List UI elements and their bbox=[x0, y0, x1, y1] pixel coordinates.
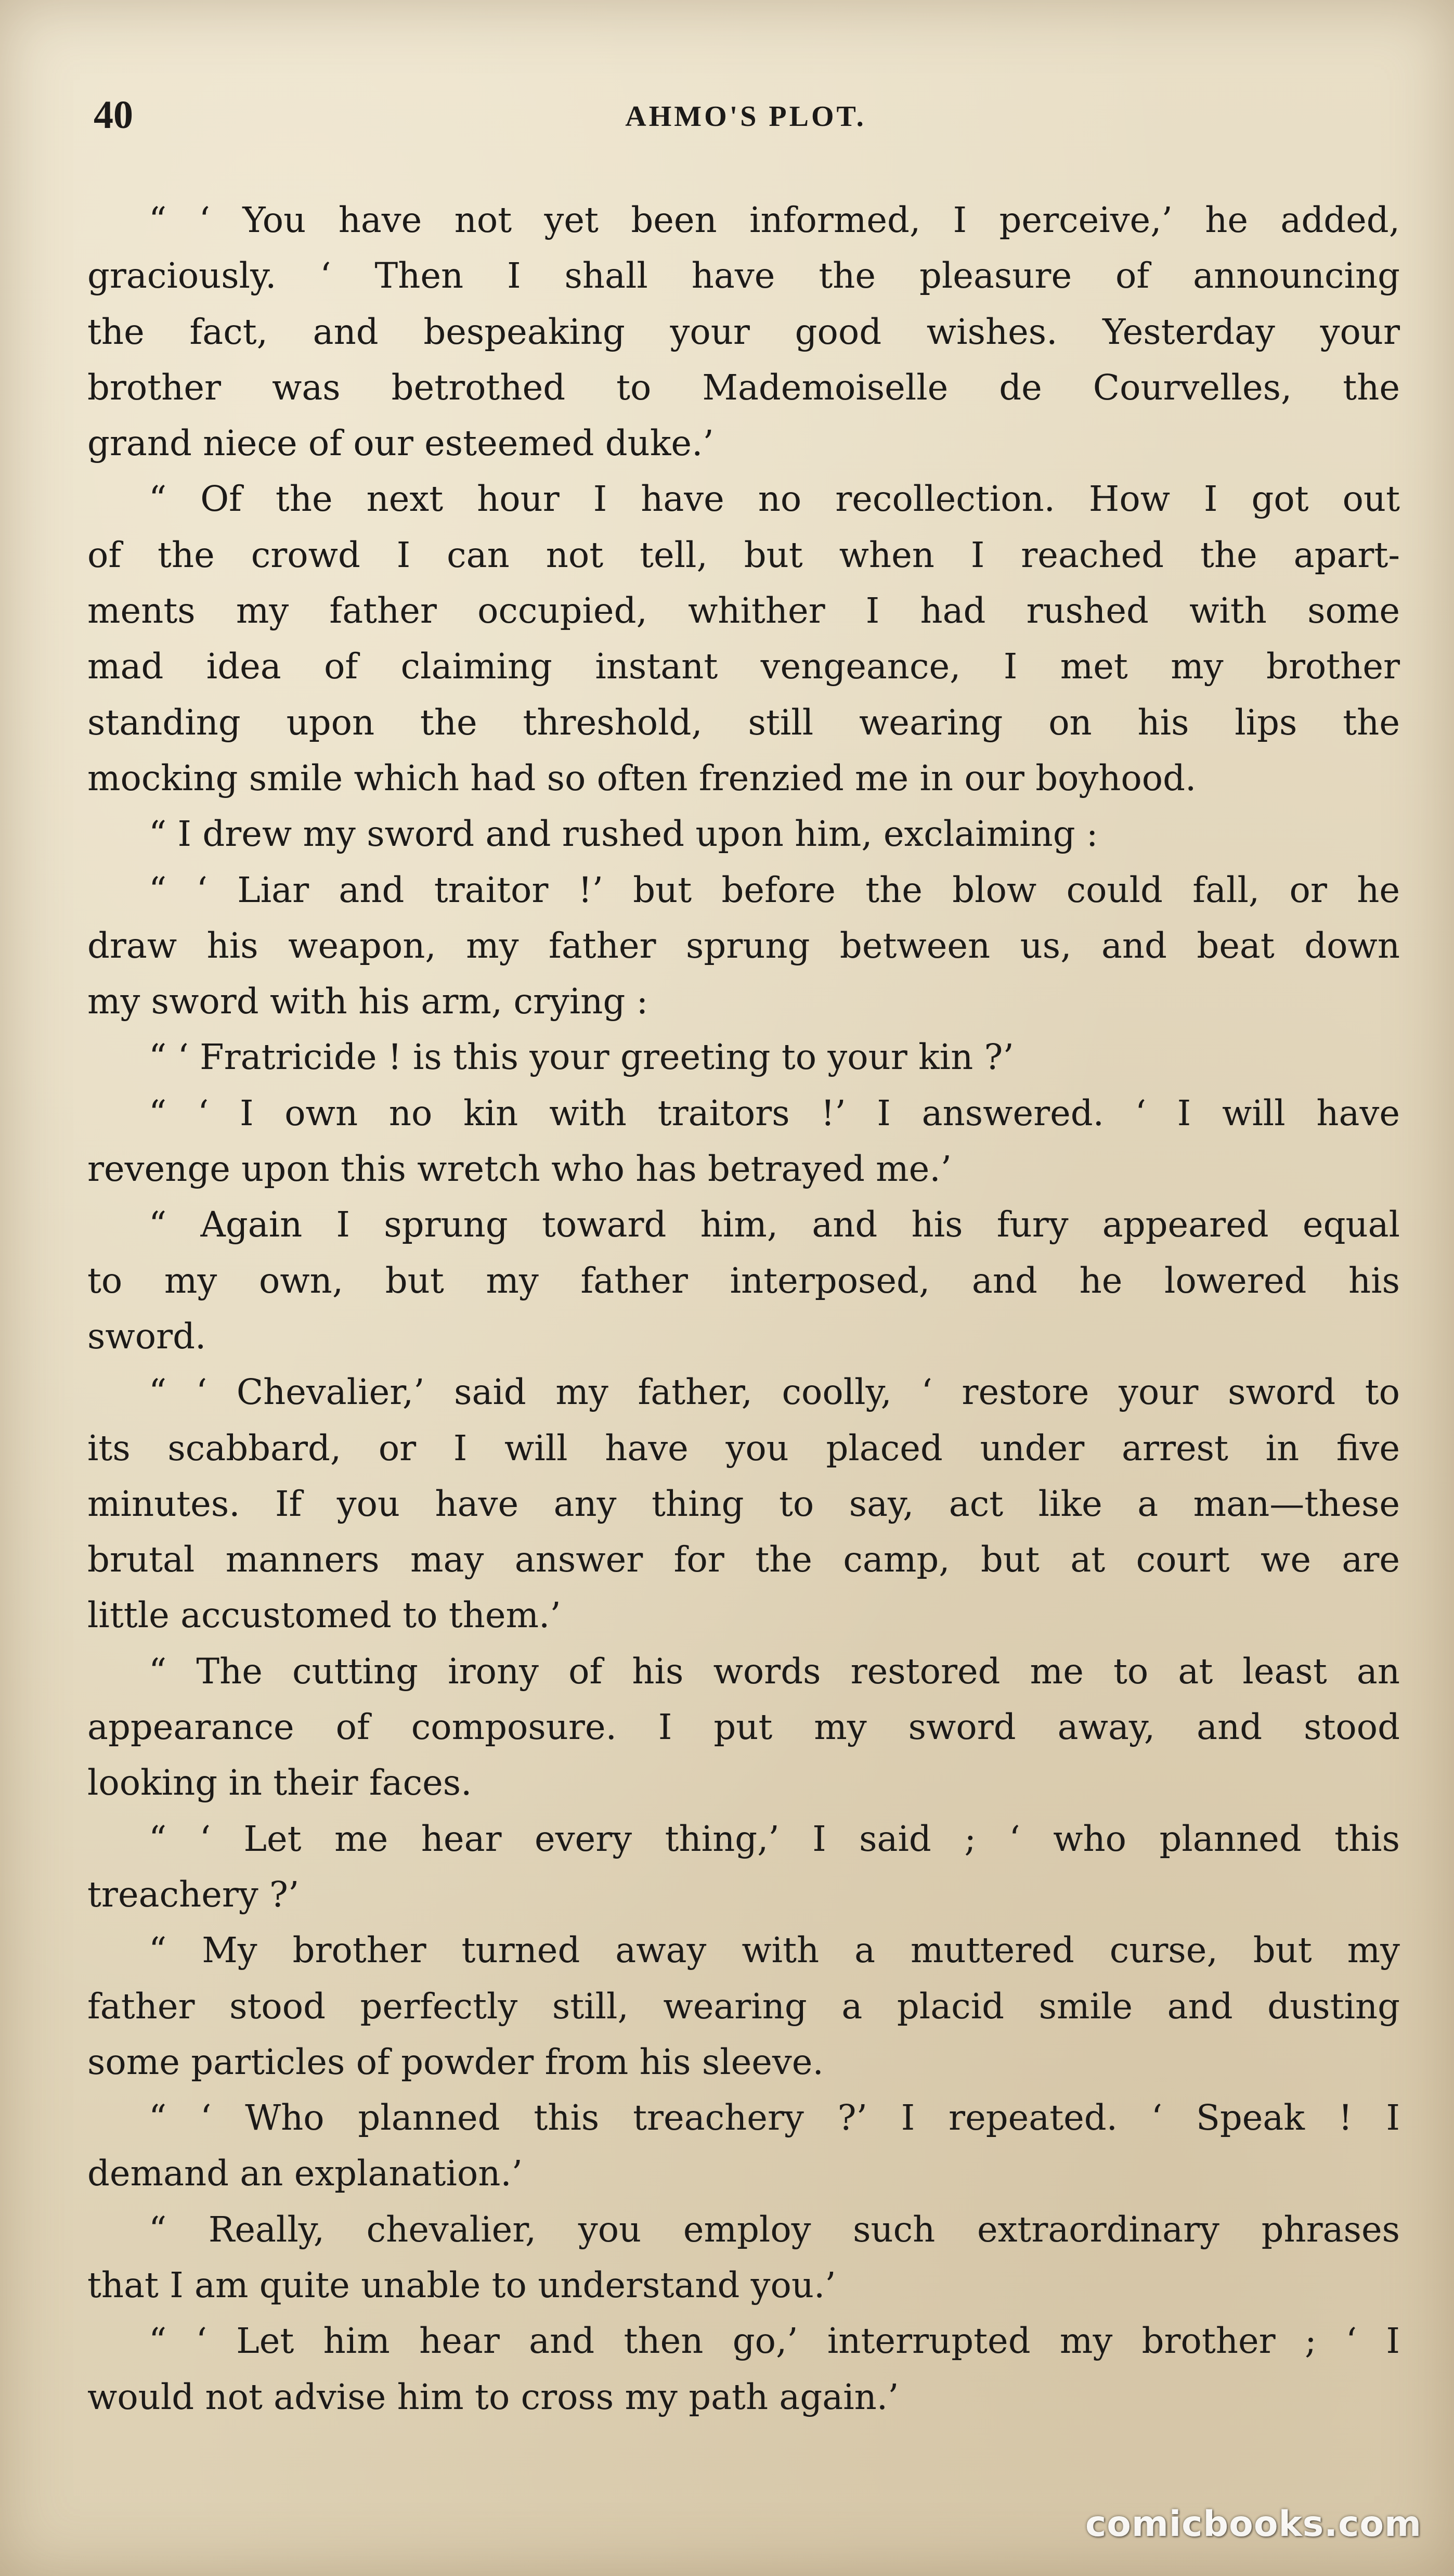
text-line: “ ‘ I own no kin with traitors !’ I answered. ‘ I will have bbox=[149, 1092, 1400, 1134]
text-line: would not advise him to cross my path again.’ bbox=[87, 2376, 899, 2417]
text-line: “ The cutting irony of his words restored me to at least an bbox=[149, 1651, 1400, 1692]
text-line: the fact, and bespeaking your good wishes. Yesterday your bbox=[87, 311, 1400, 352]
running-title: AHMO'S PLOT. bbox=[625, 100, 866, 133]
text-line: demand an explanation.’ bbox=[87, 2153, 523, 2194]
text-line: ments my father occupied, whither I had rushed with some bbox=[87, 590, 1400, 632]
text-line: looking in their faces. bbox=[87, 1762, 472, 1804]
text-line: minutes. If you have any thing to say, act like a man—these bbox=[87, 1483, 1400, 1524]
text-line: draw his weapon, my father sprung between us, and beat down bbox=[87, 925, 1400, 966]
text-line: “ ‘ Liar and traitor !’ but before the blow could fall, or he bbox=[149, 869, 1400, 910]
text-line: “ Again I sprung toward him, and his fury appeared equal bbox=[149, 1204, 1400, 1245]
text-line: mocking smile which had so often frenzied me in our boyhood. bbox=[87, 757, 1197, 798]
text-line: “ ‘ Let me hear every thing,’ I said ; ‘ who planned this bbox=[149, 1818, 1400, 1859]
text-line: “ Really, chevalier, you employ such extraordinary phrases bbox=[149, 2209, 1400, 2250]
text-line: “ ‘ You have not yet been informed, I perceive,’ he added, bbox=[149, 200, 1400, 240]
text-line: “ ‘ Who planned this treachery ?’ I repeated. ‘ Speak ! I bbox=[149, 2097, 1400, 2139]
text-line: my sword with his arm, crying : bbox=[87, 981, 648, 1022]
text-line: its scabbard, or I will have you placed under arrest in five bbox=[87, 1427, 1400, 1469]
page-number: 40 bbox=[94, 93, 133, 137]
text-line: of the crowd I can not tell, but when I reached the apart- bbox=[87, 534, 1400, 575]
text-line: “ My brother turned away with a muttered curse, but my bbox=[149, 1930, 1400, 1971]
text-line: “ I drew my sword and rushed upon him, exclaiming : bbox=[149, 814, 1098, 855]
text-line: brother was betrothed to Mademoiselle de Courvelles, the bbox=[87, 367, 1400, 408]
text-line: that I am quite unable to understand you.’ bbox=[87, 2264, 836, 2305]
body-text bbox=[87, 192, 1400, 2425]
text-line: little accustomed to them.’ bbox=[87, 1595, 561, 1636]
text-line: mad idea of claiming instant vengeance, I met my brother bbox=[87, 646, 1400, 687]
text-line: “ ‘ Let him hear and then go,’ interrupted my brother ; ‘ I bbox=[149, 2321, 1400, 2362]
text-line: some particles of powder from his sleeve. bbox=[87, 2041, 824, 2082]
text-line: father stood perfectly still, wearing a placid smile and dusting bbox=[87, 1986, 1400, 2027]
text-line: to my own, but my father interposed, and he lowered his bbox=[87, 1260, 1400, 1301]
text-line: brutal manners may answer for the camp, but at court we are bbox=[87, 1539, 1400, 1580]
text-line: treachery ?’ bbox=[87, 1874, 300, 1915]
text-line: grand niece of our esteemed duke.’ bbox=[87, 423, 714, 464]
watermark: comicbooks.com bbox=[1085, 2504, 1422, 2545]
text-line: sword. bbox=[87, 1316, 206, 1357]
text-line: “ Of the next hour I have no recollection. How I got out bbox=[149, 479, 1400, 520]
text-line: “ ‘ Fratricide ! is this your greeting to your kin ?’ bbox=[149, 1037, 1014, 1078]
text-line: “ ‘ Chevalier,’ said my father, coolly, ‘ restore your sword to bbox=[149, 1372, 1400, 1413]
page-header bbox=[94, 92, 1398, 138]
text-line: standing upon the threshold, still wearing on his lips the bbox=[87, 702, 1400, 743]
text-line: graciously. ‘ Then I shall have the pleasure of announcing bbox=[87, 255, 1400, 297]
text-line: revenge upon this wretch who has betrayed me.’ bbox=[87, 1149, 952, 1190]
text-line: appearance of composure. I put my sword away, and stood bbox=[87, 1707, 1400, 1748]
